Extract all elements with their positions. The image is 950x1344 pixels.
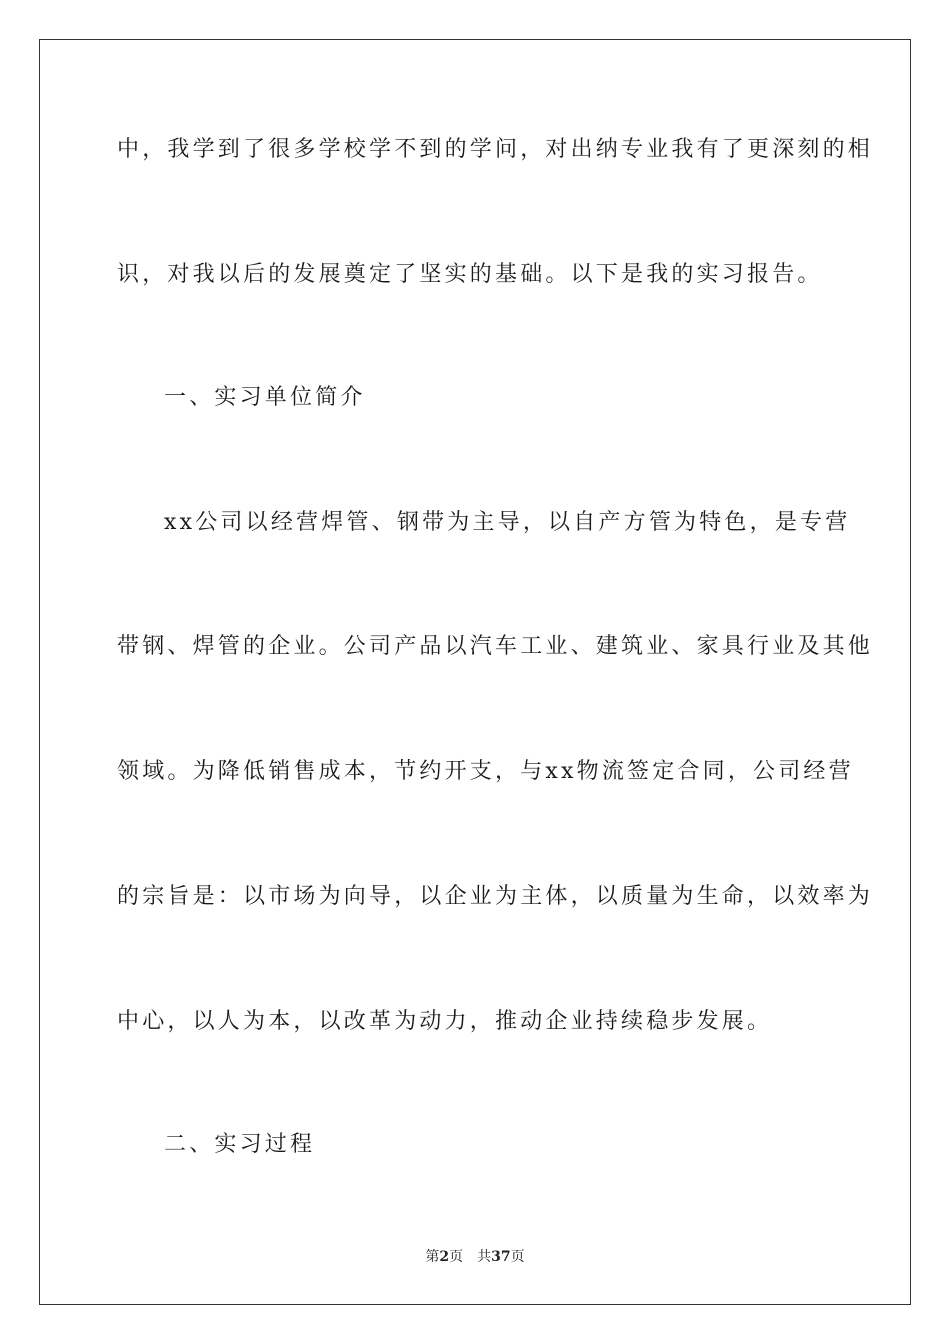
paragraph-line: 的宗旨是：以市场为向导，以企业为主体，以质量为生命，以效率为: [117, 884, 874, 909]
total-prefix: 共: [477, 1249, 492, 1265]
paragraph-line: 领域。为降低销售成本，节约开支，与xx物流签定合同，公司经营: [117, 759, 854, 784]
paragraph-line: 中心，以人为本，以改革为动力，推动企业持续稳步发展。: [117, 1009, 773, 1034]
page-prefix: 第: [425, 1249, 440, 1265]
section-heading-2: 二、实习过程: [164, 1132, 316, 1157]
page-footer: [0, 1248, 950, 1266]
total-pages: 37: [491, 1249, 511, 1265]
paragraph-line: 中，我学到了很多学校学不到的学问，对出纳专业我有了更深刻的相: [117, 137, 874, 162]
paragraph-line: xx公司以经营焊管、钢带为主导，以自产方管为特色，是专营: [164, 510, 851, 535]
page-number: 2: [439, 1249, 450, 1265]
page-suffix: 页: [449, 1249, 464, 1265]
page-border: [39, 39, 911, 1305]
section-heading-1: 一、实习单位简介: [164, 385, 366, 410]
paragraph-line: 带钢、焊管的企业。公司产品以汽车工业、建筑业、家具行业及其他: [117, 634, 874, 659]
paragraph-line: 识，对我以后的发展奠定了坚实的基础。以下是我的实习报告。: [117, 262, 823, 287]
total-suffix: 页: [510, 1249, 525, 1265]
